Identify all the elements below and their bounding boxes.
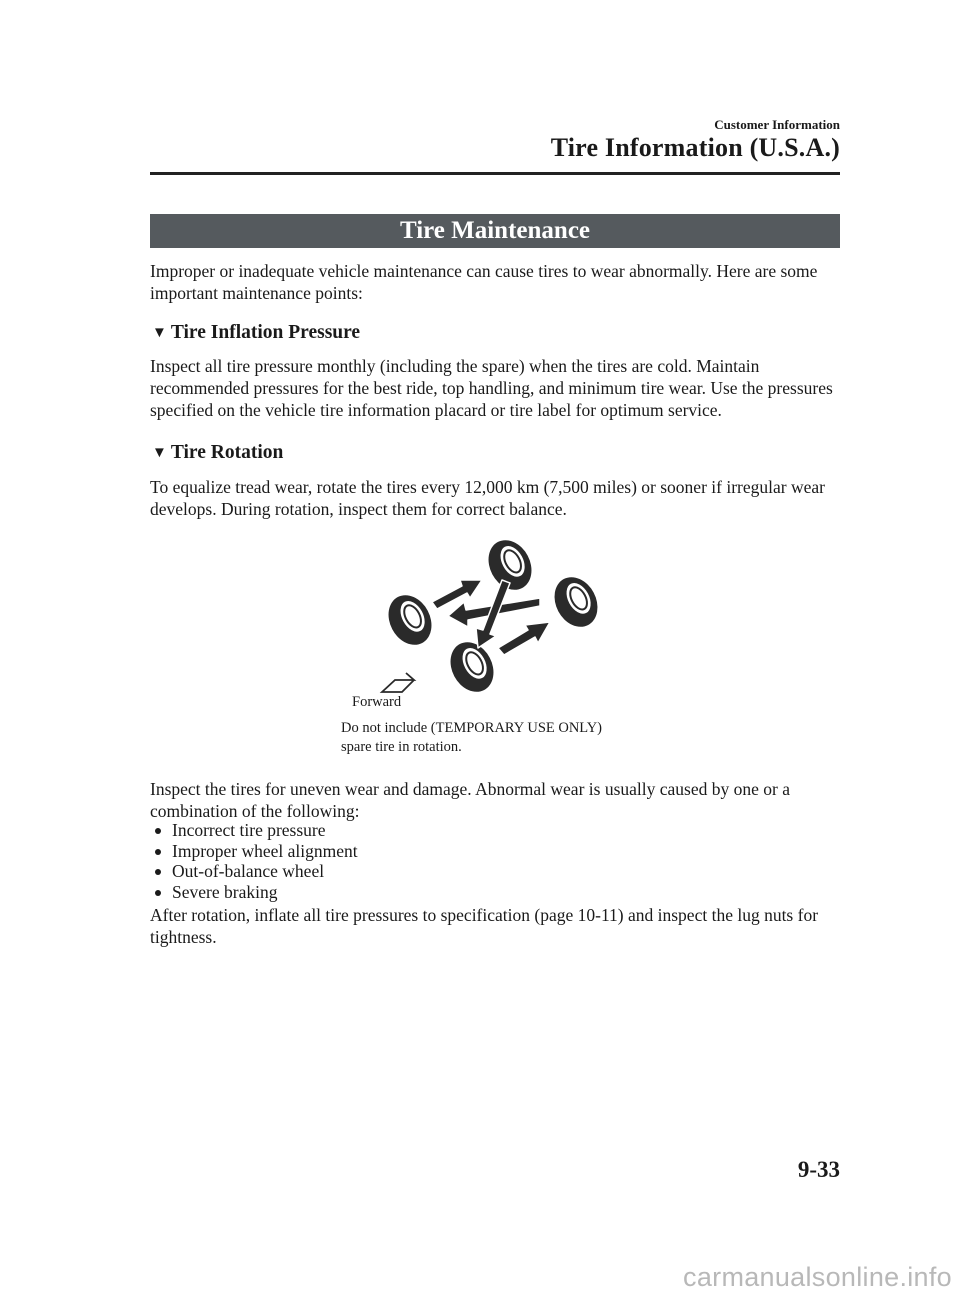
triangle-down-icon: ▼	[152, 445, 167, 461]
inflation-paragraph: Inspect all tire pressure monthly (including the spare) when the tires are cold. Maintain recommended pressures for the best ride, top handling, and minimum tire wear. Use the pressures specified on the vehicle tire information placard or tire label for optimum service.	[150, 356, 833, 420]
caption-line: spare tire in rotation.	[341, 739, 462, 755]
bullet-icon	[155, 828, 161, 834]
tire-icon	[380, 588, 440, 653]
header-rule	[150, 172, 840, 175]
list-item: Severe braking	[155, 882, 358, 903]
caption-line: Do not include (TEMPORARY USE ONLY)	[341, 720, 603, 736]
rotation-paragraph: To equalize tread wear, rotate the tires every 12,000 km (7,500 miles) or sooner if irregular wear develops. During rotation, inspect them for correct balance.	[150, 477, 825, 519]
watermark: carmanualsonline.info	[683, 1262, 952, 1292]
inflation-heading-text: Tire Inflation Pressure	[170, 322, 361, 343]
section-banner: Tire Maintenance	[150, 214, 840, 248]
tire-icon	[546, 570, 606, 635]
list-item: Incorrect tire pressure	[155, 820, 358, 841]
section-label: Customer Information	[714, 117, 840, 132]
inspect-paragraph: Inspect the tires for uneven wear and damage. Abnormal wear is usually caused by one or a combination of the following:	[150, 779, 790, 821]
causes-list	[155, 820, 358, 902]
triangle-down-icon: ▼	[152, 325, 167, 341]
tire-icon	[480, 533, 540, 598]
bullet-icon	[155, 890, 161, 896]
rotation-heading	[152, 442, 283, 464]
after-rotation-paragraph: After rotation, inflate all tire pressures to specification (page 10-11) and inspect the lug nuts for tightness.	[150, 905, 819, 947]
page-title: Tire Information (U.S.A.)	[550, 133, 840, 162]
forward-label: Forward	[352, 694, 402, 710]
bullet-icon	[155, 869, 161, 875]
intro-paragraph: Improper or inadequate vehicle maintenance can cause tires to wear abnormally. Here are some important maintenance points:	[150, 261, 818, 303]
tire-rotation-diagram	[340, 530, 650, 720]
forward-arrow-icon	[382, 673, 414, 692]
inflation-heading	[152, 322, 360, 344]
arrow-icon	[498, 622, 550, 655]
list-item: Out-of-balance wheel	[155, 861, 358, 882]
figure-caption	[341, 719, 602, 757]
bullet-icon	[155, 849, 161, 855]
arrow-icon	[432, 580, 482, 609]
page-number: 9-33	[797, 1157, 840, 1182]
tire-icon	[442, 635, 502, 700]
list-item: Improper wheel alignment	[155, 841, 358, 862]
rotation-heading-text: Tire Rotation	[170, 442, 284, 463]
